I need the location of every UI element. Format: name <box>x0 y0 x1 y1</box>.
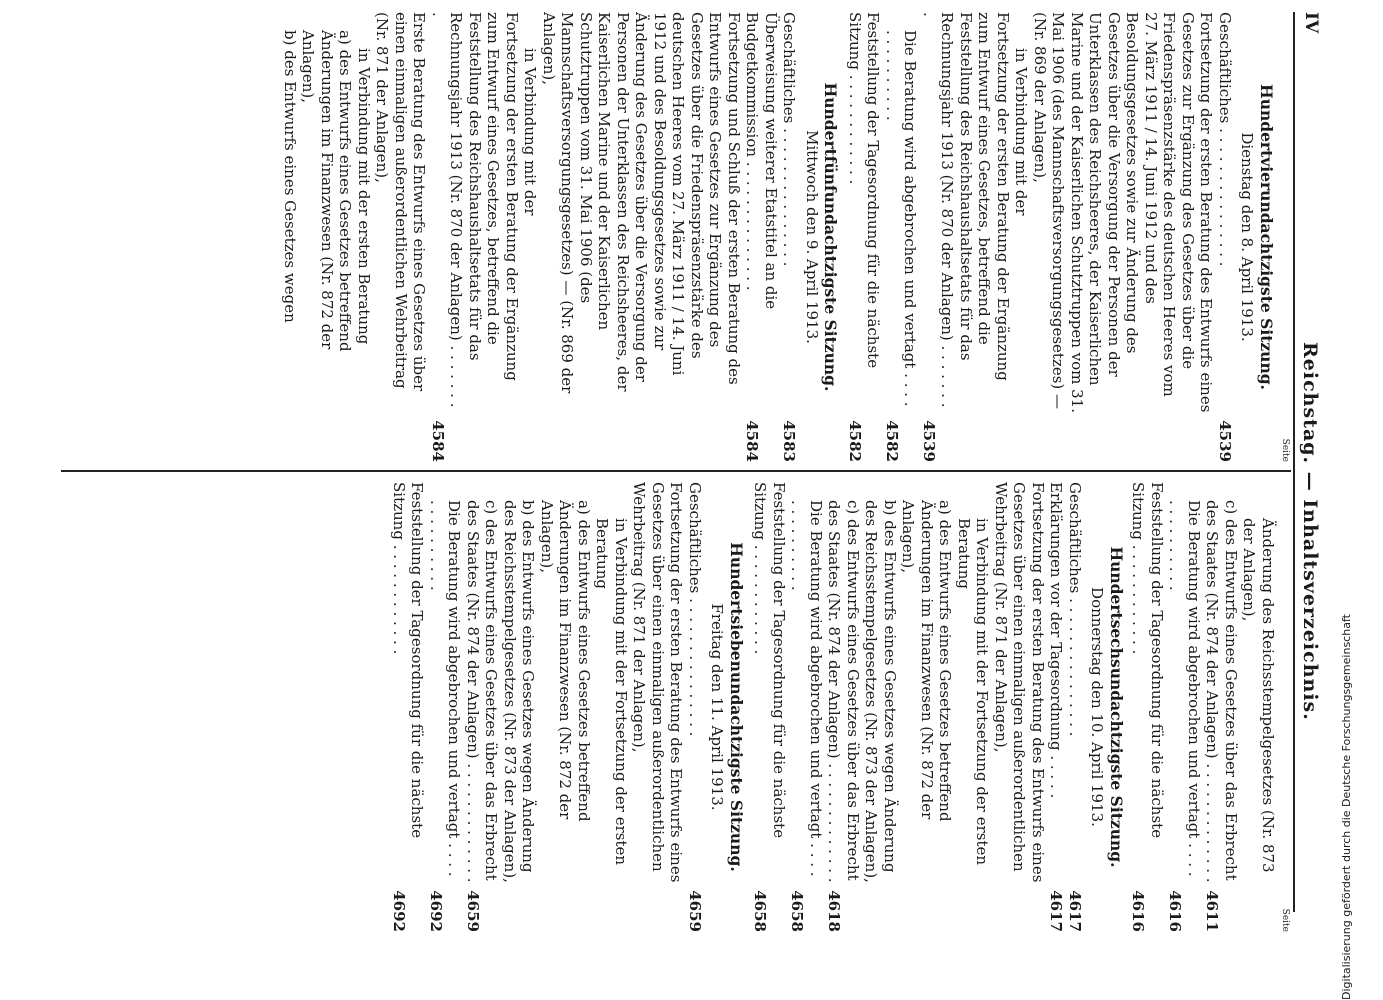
entry-text: b) des Entwurfs eines Gesetzes wegen Änderung des Reichsstempelgesetzes (Nr. 873 der Anlagen), <box>862 500 899 883</box>
session-title: Hundertvierundachtzigste Sitzung. <box>1257 84 1276 390</box>
entry-page-number: 4692 <box>390 890 408 932</box>
entry-page-number: 4611 <box>1203 890 1222 932</box>
toc-entry <box>825 482 862 932</box>
entry-page-number: 4617 <box>1066 890 1084 932</box>
entry-text: Geschäftliches . . . . . . . . . . . . . . . <box>1066 482 1084 737</box>
entry-text: Änderung des Reichsstempelgesetzes (Nr. 873 der Anlagen), <box>1240 518 1277 873</box>
toc-entry <box>429 12 522 462</box>
column-divider <box>61 470 1291 472</box>
entry-page-number: 4616 <box>1129 890 1148 932</box>
toc-entry <box>1031 12 1216 462</box>
page-title: Reichstag. — Inhaltsverzeichnis. <box>1299 342 1321 721</box>
entry-text: in Verbindung mit der Fortsetzung der ersten Beratung <box>593 518 630 866</box>
toc-entry <box>1166 482 1203 932</box>
entry-text: Fortsetzung der ersten Beratung des Entwurfs eines Gesetzes über einen einmaligen außerordentlichen Wehrbeitrag (Nr. 871 der Anlagen), <box>992 482 1047 883</box>
toc-entry <box>427 482 464 932</box>
entry-page-number: 4584 <box>743 420 762 462</box>
entry-text: Feststellung der Tagesordnung für die nächste Sitzung . . . . . . . . . . . . <box>846 12 883 369</box>
toc-entry <box>299 12 355 462</box>
toc-entry <box>281 12 300 462</box>
entry-page-number: 4692 <box>427 890 445 932</box>
toc-entry <box>630 482 686 932</box>
session-block <box>751 482 1125 932</box>
entry-text: a) des Entwurfs eines Gesetzes betreffend Änderungen im Finanzwesen (Nr. 872 der Anlagen), <box>299 30 355 352</box>
entry-text: b) des Entwurfs eines Gesetzes wegen Änderung des Reichsstempelgesetzes (Nr. 873 der Anlagen), <box>501 500 538 883</box>
entry-text: Fortsetzung der ersten Beratung der Ergänzung zum Entwurf eines Gesetzes, betreffend die Feststellung des Reichshaushaltsetats für das Rechnungsjahr 1913 (Nr. 870 der Anlagen) . . . . . . . . <box>920 12 1012 408</box>
toc-entry <box>521 12 540 462</box>
session-block <box>281 12 840 462</box>
toc-entry <box>751 482 788 932</box>
entry-text: Geschäftliches . . . . . . . . . . . . . . . <box>1216 12 1234 267</box>
entry-text: Feststellung der Tagesordnung für die nächste Sitzung . . . . . . . . . . . . <box>390 482 427 839</box>
toc-entry <box>846 12 883 462</box>
entry-text: Feststellung der Tagesordnung für die nächste Sitzung . . . . . . . . . . . . <box>1129 482 1166 839</box>
toc-entry <box>899 482 955 932</box>
toc-entry <box>1240 482 1277 932</box>
entry-text: in Verbindung mit der ersten Beratung <box>355 48 373 345</box>
session-block <box>390 482 746 932</box>
session-date: Dienstag den 8. April 1913. <box>1238 132 1257 342</box>
right-sessions <box>390 482 1126 932</box>
toc-entry <box>464 482 501 932</box>
entry-page-number: 4658 <box>788 890 807 932</box>
toc-entry <box>920 12 1013 462</box>
entry-text: a) des Entwurfs eines Gesetzes betreffend Änderungen im Finanzwesen (Nr. 872 der Anlagen), <box>538 500 593 822</box>
toc-entry <box>686 482 705 932</box>
entry-text: a) des Entwurfs eines Gesetzes betreffend Änderungen im Finanzwesen (Nr. 872 der Anlagen), <box>899 500 955 822</box>
entry-text: in Verbindung mit der <box>521 48 540 216</box>
toc-entry <box>1012 12 1031 462</box>
toc-entry <box>373 12 429 462</box>
entry-text: Überweisung weiterer Etatstitel an die Budgetkommission . . . . . . . . . . . . . . <box>743 12 780 310</box>
session-block <box>846 12 1276 462</box>
entry-page-number: 4659 <box>464 890 482 932</box>
toc-entry <box>780 12 799 462</box>
entry-text: in Verbindung mit der Fortsetzung der ersten Beratung <box>955 518 992 866</box>
toc-entry <box>1203 482 1240 932</box>
entry-page-number: 4659 <box>686 890 704 932</box>
toc-entry <box>538 482 594 932</box>
entry-page-number: 4618 <box>825 890 844 932</box>
entry-text: Die Beratung wird abgebrochen und vertagt . . . . . . . . . . . . . . <box>883 30 920 407</box>
toc-entry <box>1066 482 1085 932</box>
entry-page-number: 4584 <box>429 420 447 462</box>
entry-text: Fortsetzung der ersten Beratung der Ergänzung zum Entwurf eines Gesetzes, betreffend die Feststellung des Reichshaushaltsetats für das Rechnungsjahr 1913 (Nr. 870 der Anlagen) . . . . . . . . <box>429 12 521 408</box>
left-sessions <box>281 12 1276 462</box>
toc-entry <box>1129 482 1166 932</box>
entry-text: Die Beratung wird abgebrochen und vertagt . . . . . . . . . . . . . . <box>788 500 825 877</box>
entry-text: Erste Beratung des Entwurfs eines Gesetzes über einen einmaligen außerordentlichen Wehrbeitrag (Nr. 871 der Anlagen), <box>373 12 429 392</box>
entry-text: Geschäftliches . . . . . . . . . . . . . . . <box>686 482 704 737</box>
entry-text: Fortsetzung der ersten Beratung des Entwurfs eines Gesetzes über einen einmaligen außerordentlichen Wehrbeitrag (Nr. 871 der Anlagen), <box>630 482 686 883</box>
toc-entry <box>1216 12 1235 462</box>
entry-text: c) des Entwurfs eines Gesetzes über das Erbrecht des Staates (Nr. 874 der Anlagen) . . . . . . . . . . . . . <box>464 500 501 883</box>
continuation-entries <box>1129 482 1277 932</box>
left-column <box>61 12 1291 462</box>
entry-text: Geschäftliches . . . . . . . . . . . . . . . <box>780 12 799 267</box>
sidebar-note: Digitalisierung gefördert durch die Deutsche Forschungsgemeinschaft <box>1340 614 1353 1000</box>
page-number: IV <box>1301 12 1321 34</box>
toc-entry <box>1047 482 1066 932</box>
entry-page-number: 4582 <box>883 420 901 462</box>
seite-label: Seite <box>1280 438 1290 462</box>
entry-text: Erklärungen vor der Tagesordnung . . . . . <box>1047 482 1066 799</box>
session-title: Hundertsiebenundachtzigste Sitzung. <box>727 542 746 872</box>
toc-entry <box>501 482 538 932</box>
session-date: Mittwoch den 9. April 1913. <box>803 130 821 344</box>
entry-text: Die Beratung wird abgebrochen und vertagt . . . . . . . . . . . . . . <box>1166 500 1203 877</box>
toc-entry <box>992 482 1048 932</box>
entry-page-number: 4616 <box>1166 890 1185 932</box>
entry-page-number: 4583 <box>780 420 799 462</box>
page-header <box>1293 12 1321 912</box>
toc-entry <box>862 482 899 932</box>
toc-entry <box>390 482 427 932</box>
entry-page-number: 4582 <box>846 420 864 462</box>
seite-label: Seite <box>1280 908 1290 932</box>
entry-text: Feststellung der Tagesordnung für die nächste Sitzung . . . . . . . . . . . . <box>751 482 788 839</box>
entry-text: in Verbindung mit der <box>1012 48 1031 216</box>
entry-page-number: 4539 <box>1216 420 1234 462</box>
session-title: Hundertsechsundachtzigste Sitzung. <box>1107 546 1126 868</box>
toc-entry <box>540 12 744 462</box>
toc-entry <box>355 12 374 462</box>
entry-page-number: 4539 <box>920 420 938 462</box>
session-date: Donnerstag den 10. April 1913. <box>1088 587 1107 827</box>
toc-entry <box>883 12 920 462</box>
toc-entry <box>955 482 992 932</box>
entry-page-number: 4617 <box>1047 890 1066 932</box>
entry-text: c) des Entwurfs eines Gesetzes über das Erbrecht des Staates (Nr. 874 der Anlagen) . . . . . . . . . . . . . <box>825 500 862 883</box>
session-date: Freitag den 11. April 1913. <box>708 603 727 811</box>
header-rule <box>1293 12 1295 912</box>
entry-text: b) des Entwurfs eines Gesetzes wegen <box>281 30 299 323</box>
session-title: Hundertfünfundachtzigste Sitzung. <box>821 82 841 392</box>
entry-page-number: 4658 <box>751 890 770 932</box>
entry-text: Fortsetzung und Schluß der ersten Beratung des Entwurfs eines Gesetzes zur Ergänzung des Gesetzes über die Friedenspräsenzstärke des deutschen Heeres vom 27. März 1911 / 14. Juni 1912 und des Besoldungsgesetzes sowie zur Änderung des Gesetzes über die Versorgung der Personen der Unterklassen des Reichsheeres, der Kaiserlichen Marine und der Kaiserlichen Schutztruppen vom 31. Mai 1906 (des Mannschaftsversorgungsgesetzes) — (Nr. 869 der Anlagen), <box>540 12 743 394</box>
toc-entry <box>788 482 825 932</box>
toc-entry <box>743 12 780 462</box>
toc-entry <box>593 482 630 932</box>
entry-text: c) des Entwurfs eines Gesetzes über das Erbrecht des Staates (Nr. 874 der Anlagen) . . . . . . . . . . . . . <box>1203 500 1240 883</box>
right-column <box>61 482 1291 932</box>
entry-text: Fortsetzung der ersten Beratung des Entwurfs eines Gesetzes zur Ergänzung des Gesetzes über die Friedenspräsenzstärke des deutschen Heeres vom 27. März 1911 / 14. Juni 1912 und des Besoldungsgesetzes sowie zur Änderung des Gesetzes über die Versorgung der Personen der Unterklassen des Reichsheeres, der Kaiserlichen Marine und der Kaiserlichen Schutztruppen vom 31. Mai 1906 (des Mannschaftsversorgungsgesetzes) — (Nr. 869 der Anlagen), <box>1031 12 1216 413</box>
entry-text: Die Beratung wird abgebrochen und vertagt . . . . . . . . . . . . . . <box>427 500 464 877</box>
